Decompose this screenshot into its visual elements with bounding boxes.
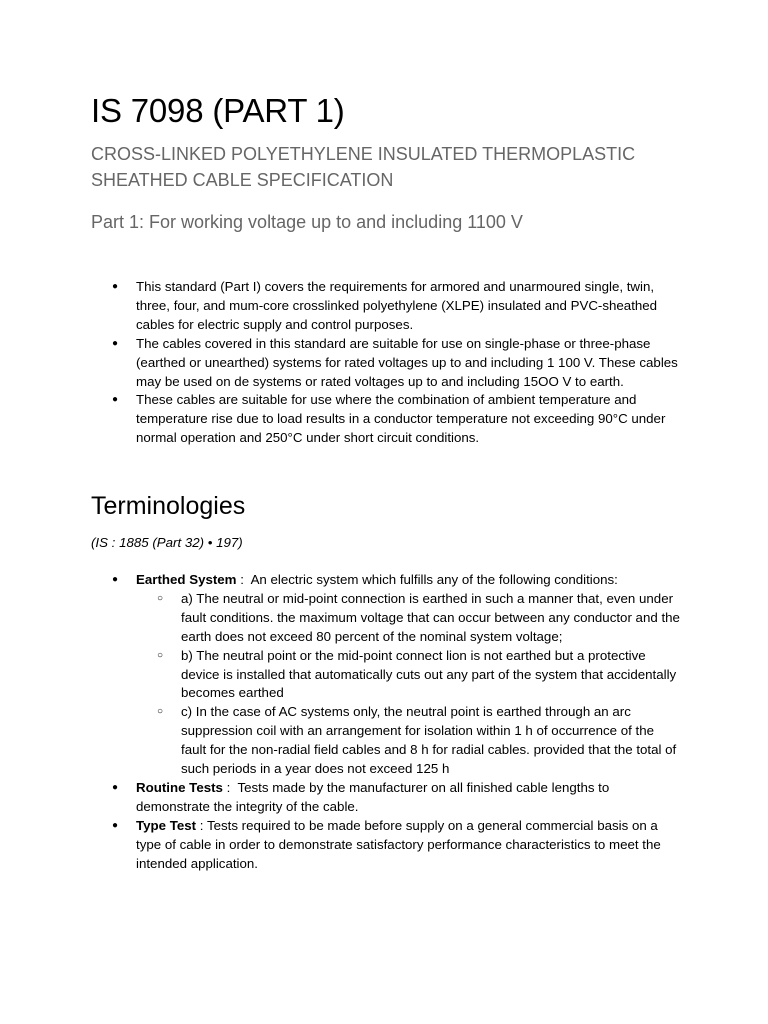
list-item: ● These cables are suitable for use where the combination of ambient temperature and temperature rise due to load results in a conductor temperature not exceeding 90°C under normal operation and 250°C under short circuit conditions. bbox=[91, 391, 681, 448]
term-separator: : bbox=[196, 817, 207, 833]
condition-list bbox=[136, 590, 681, 779]
condition-item: ○ a) The neutral or mid-point connection is earthed in such a manner that, even under fault conditions. the maximum voltage that can occur between any conductor and the earth does not exceed 80 percent of the nominal system voltage; bbox=[91, 590, 681, 647]
terminology-list bbox=[91, 571, 681, 874]
part-heading: Part 1: For working voltage up to and including 1100 V bbox=[91, 212, 523, 232]
term-separator: : bbox=[236, 572, 251, 587]
term-definition: An electric system which fulfills any of the following conditions: bbox=[250, 572, 618, 587]
term-name: Type Test bbox=[136, 817, 197, 833]
term-earthed-system bbox=[91, 571, 681, 779]
document-subtitle: CROSS-LINKED POLYETHYLENE INSULATED THERMOPLASTIC SHEATHED CABLE SPECIFICATION bbox=[91, 144, 636, 190]
term-routine-tests bbox=[91, 779, 681, 817]
term-separator: : bbox=[222, 779, 238, 795]
intro-bullet-list bbox=[91, 278, 681, 448]
standard-reference: (IS : 1885 (Part 32) • 197) bbox=[91, 535, 243, 550]
list-item: ● This standard (Part I) covers the requirements for armored and unarmoured single, twin, three, four, and mum-core crosslinked polyethylene (XLPE) insulated and PVC-sheathed cables for electric supply and control purposes. bbox=[91, 278, 681, 335]
section-heading-terminologies: Terminologies bbox=[91, 492, 246, 520]
term-name: Earthed System bbox=[136, 572, 237, 587]
condition-item: ○ c) In the case of AC systems only, the neutral point is earthed through an arc suppression coil with an arrangement for isolation within 1 h of occurrence of the fault for the non-radial field cables and 8 h for radial cables. provided that the total of such periods in a year does not exceed 125 h bbox=[91, 703, 681, 779]
list-item: ● The cables covered in this standard are suitable for use on single-phase or three-phase (earthed or unearthed) systems for rated voltages up to and including 1 100 V. These cables may be used on de systems or rated voltages up to and including 15OO V to earth. bbox=[91, 335, 681, 392]
term-type-test bbox=[91, 817, 681, 874]
term-name: Routine Tests bbox=[136, 779, 223, 795]
condition-item: ○ b) The neutral point or the mid-point connect lion is not earthed but a protective device is installed that automatically cuts out any part of the system that accidentally becomes earthed bbox=[91, 647, 681, 704]
document-title: IS 7098 (PART 1) bbox=[91, 92, 345, 129]
term-definition: Tests required to be made before supply on a general commercial basis on a type of cable in order to demonstrate satisfactory performance characteristics to meet the intended application. bbox=[136, 817, 661, 871]
term-definition: Tests made by the manufacturer on all finished cable lengths to demonstrate the integrity of the cable. bbox=[136, 779, 610, 814]
